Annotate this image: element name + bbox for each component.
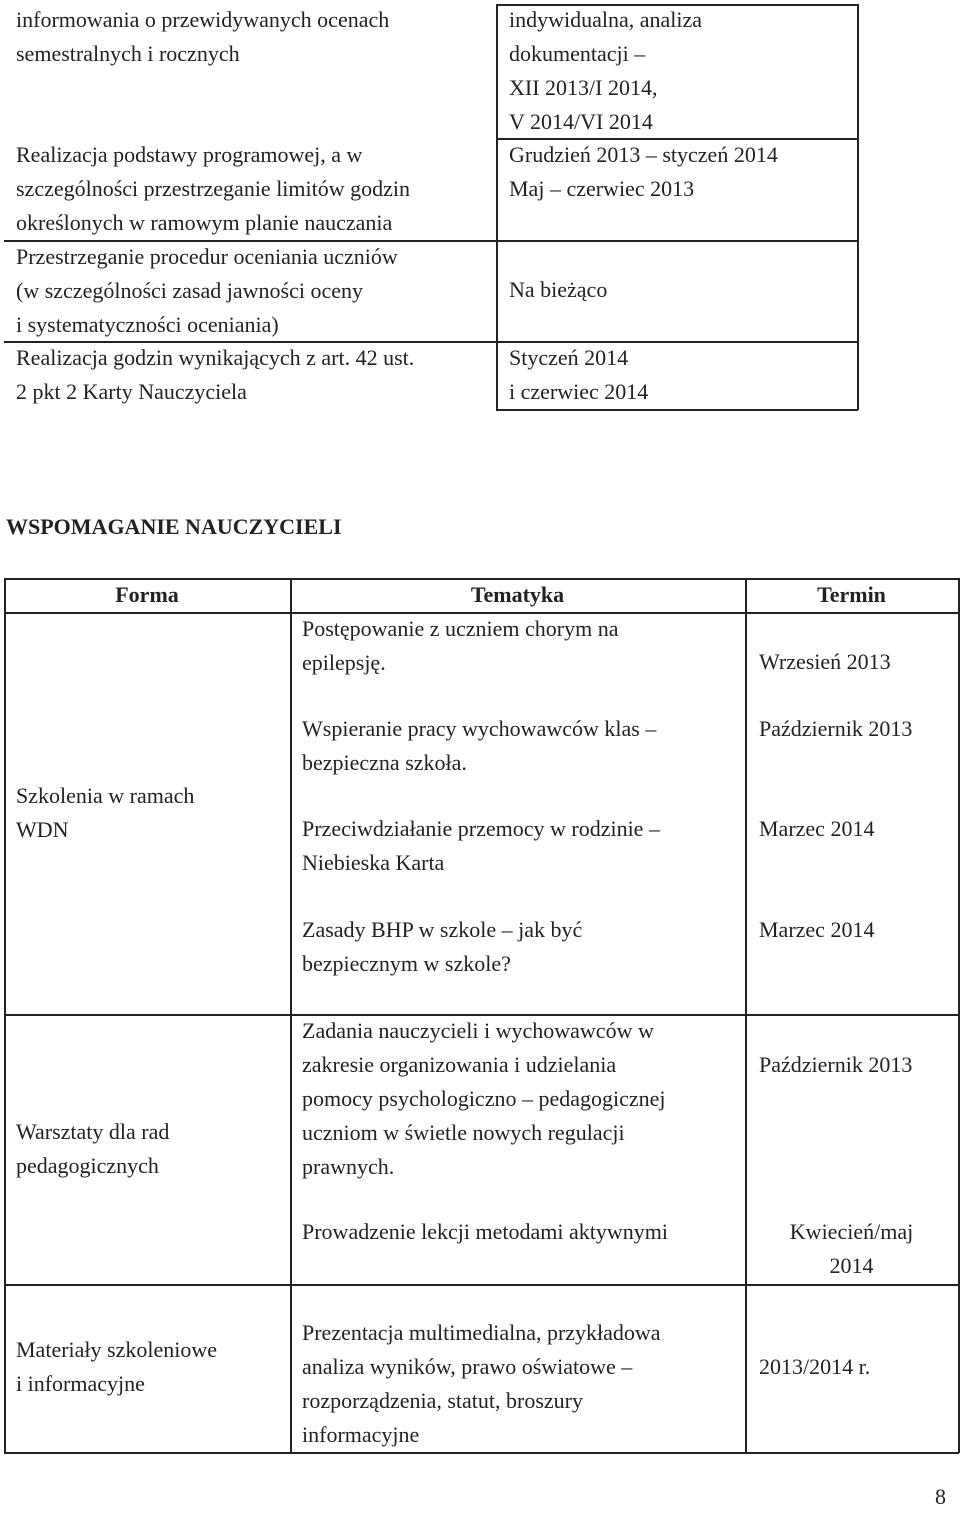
tematyka-item: Przeciwdziałanie przemocy w rodzinie – Niebieska Karta	[302, 816, 660, 875]
termin-item: Marzec 2014	[759, 917, 875, 942]
page-number: 8	[935, 1484, 946, 1509]
tematyka-item: Zasady BHP w szkole – jak być bezpiecznym w szkole?	[302, 917, 583, 976]
forma-materialy: Materiały szkoleniowe i informacyjne	[16, 1337, 217, 1396]
top-row-2-left: Realizacja podstawy programowej, a w szczególności przestrzeganie limitów godzin określonych w ramowym planie nauczania	[16, 142, 411, 235]
top-row-4-right: Styczeń 2014 i czerwiec 2014	[509, 345, 649, 404]
tematyka-item: Prezentacja multimedialna, przykładowa analiza wyników, prawo oświatowe – rozporządzenia, statut, broszury informacyjne	[302, 1320, 661, 1447]
termin-item: Wrzesień 2013	[759, 649, 891, 674]
tematyka-item: Postępowanie z uczniem chorym na epilepsję.	[302, 616, 619, 675]
termin-item: 2013/2014 r.	[759, 1354, 871, 1379]
header-termin: Termin	[817, 582, 886, 607]
top-row-3-right: Na bieżąco	[509, 277, 608, 302]
header-tematyka: Tematyka	[470, 582, 565, 607]
section-heading: WSPOMAGANIE NAUCZYCIELI	[6, 514, 342, 539]
termin-item: Marzec 2014	[759, 816, 875, 841]
top-row-1-left: informowania o przewidywanych ocenach semestralnych i rocznych	[16, 7, 390, 66]
header-forma: Forma	[115, 582, 179, 607]
top-row-2-right: Grudzień 2013 – styczeń 2014 Maj – czerwiec 2013	[509, 142, 778, 201]
top-row-3-left: Przestrzeganie procedur oceniania uczniów (w szczególności zasad jawności oceny i systematyczności oceniania)	[16, 244, 398, 337]
forma-warsztaty: Warsztaty dla rad pedagogicznych	[16, 1119, 170, 1178]
top-row-1-right: indywidualna, analiza dokumentacji – XII 2013/I 2014, V 2014/VI 2014	[509, 7, 703, 134]
tematyka-item: Zadania nauczycieli i wychowawców w zakresie organizowania i udzielania pomocy psychologiczno – pedagogicznej uczniom w świetle nowych regulacji prawnych.	[302, 1018, 666, 1179]
termin-item: Październik 2013	[759, 716, 913, 741]
tematyka-item: Wspieranie pracy wychowawców klas – bezpieczna szkoła.	[302, 716, 657, 775]
forma-szkolenia: Szkolenia w ramach WDN	[16, 783, 195, 842]
termin-item: Październik 2013	[759, 1052, 913, 1077]
tematyka-item: Prowadzenie lekcji metodami aktywnymi	[302, 1219, 668, 1244]
top-row-4-left: Realizacja godzin wynikających z art. 42 ust. 2 pkt 2 Karty Nauczyciela	[16, 345, 415, 404]
termin-item: Kwiecień/maj 2014	[789, 1219, 914, 1278]
